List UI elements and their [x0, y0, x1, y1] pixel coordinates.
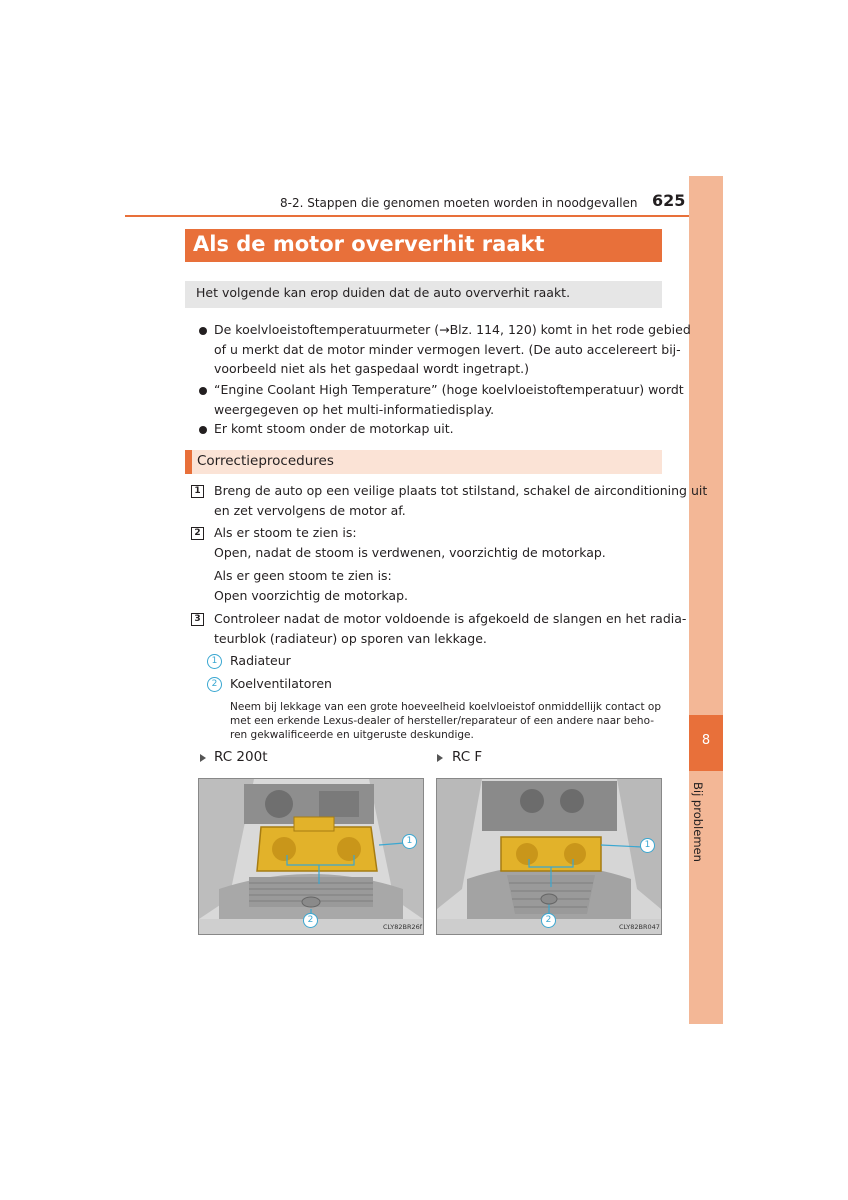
- section-reference: 8-2. Stappen die genomen moeten worden in noodgevallen: [280, 196, 638, 210]
- chapter-label-text: Bij problemen: [691, 782, 705, 862]
- part-label-radiator: Radiateur: [230, 653, 291, 668]
- bullet-1-line-1: De koelvloeistoftemperatuurmeter (→Blz. 114, 120) komt in het rode gebied: [214, 322, 691, 337]
- figure-1-callout-1: 1: [402, 834, 417, 849]
- step-2-extra-line-1: Als er geen stoom te zien is:: [214, 568, 392, 583]
- engine-bay-photo-rc200t: [198, 778, 424, 935]
- step-number-3: 3: [191, 613, 204, 626]
- step-3-line-1: Controleer nadat de motor voldoende is afgekoeld de slangen en het radia-: [214, 611, 687, 626]
- engine-bay-photo-rcf: [436, 778, 662, 935]
- figure-2-callout-1: 1: [640, 838, 655, 853]
- note-line-3: ren gekwalificeerde en uitgeruste deskundige.: [230, 729, 474, 741]
- bullet-dot: [199, 387, 207, 395]
- part-callout-1: 1: [207, 654, 222, 669]
- page-number: 625: [652, 191, 686, 210]
- step-2-extra-text: [214, 566, 408, 605]
- bullet-item-3: [214, 419, 454, 439]
- step-3-line-2: teurblok (radiateur) op sporen van lekkage.: [214, 630, 487, 646]
- step-2-line-2: Open, nadat de stoom is verdwenen, voorzichtig de motorkap.: [214, 544, 606, 560]
- part-callout-2: 2: [207, 677, 222, 692]
- step-1-line-1: Breng de auto op een veilige plaats tot stilstand, schakel de airconditioning uit: [214, 483, 708, 498]
- triangle-icon: [200, 754, 206, 762]
- step-number-1: 1: [191, 485, 204, 498]
- chapter-tab-strip: [689, 176, 723, 1024]
- bullet-1-line-3: voorbeeld niet als het gaspedaal wordt ingetrapt.): [214, 361, 530, 376]
- figure-caption-rc200t: RC 200t: [214, 749, 268, 765]
- chapter-number-tab[interactable]: 8: [689, 715, 723, 771]
- note-line-1: Neem bij lekkage van een grote hoeveelheid koelvloeistof onmiddellijk contact op: [230, 701, 662, 713]
- note-line-2: met een erkende Lexus-dealer of hersteller/reparateur of een andere naar beho-: [230, 715, 654, 727]
- figure-2-callout-2: 2: [541, 913, 556, 928]
- bullet-2-line-1: “Engine Coolant High Temperature” (hoge koelvloeistoftemperatuur) wordt: [214, 382, 684, 397]
- step-2-line-1: Als er stoom te zien is:: [214, 525, 357, 540]
- step-2-text: [214, 523, 606, 562]
- figure-caption-rcf: RC F: [452, 749, 483, 765]
- header-rule: [125, 215, 689, 217]
- correction-heading: Correctieprocedures: [197, 453, 334, 469]
- step-2-extra-line-2: Open voorzichtig de motorkap.: [214, 587, 409, 603]
- figure-1-callout-2: 2: [303, 913, 318, 928]
- bullet-2-line-2: weergegeven op het multi-informatiedisplay.: [214, 401, 495, 417]
- leak-note: [230, 700, 661, 742]
- page-title: Als de motor oververhit raakt: [193, 232, 545, 256]
- bullet-dot: [199, 327, 207, 335]
- step-1-line-2: en zet vervolgens de motor af.: [214, 502, 406, 518]
- bullet-dot: [199, 426, 207, 434]
- step-number-2: 2: [191, 527, 204, 540]
- intro-text: Het volgende kan erop duiden dat de auto oververhit raakt.: [196, 285, 571, 300]
- bullet-item-1: [214, 320, 691, 379]
- bullet-3-line-1: Er komt stoom onder de motorkap uit.: [214, 421, 454, 436]
- chapter-label: [689, 778, 723, 878]
- step-3-text: [214, 609, 686, 648]
- part-label-fans: Koelventilatoren: [230, 676, 332, 691]
- figure-1-code: CLY82BR26f: [383, 923, 423, 931]
- figure-2-code: CLY82BR047: [619, 923, 660, 931]
- step-1-text: [214, 481, 707, 520]
- bullet-item-2: [214, 380, 684, 419]
- correction-heading-accent: [185, 450, 192, 474]
- bullet-1-line-2: of u merkt dat de motor minder vermogen levert. (De auto accelereert bij-: [214, 341, 681, 357]
- triangle-icon: [437, 754, 443, 762]
